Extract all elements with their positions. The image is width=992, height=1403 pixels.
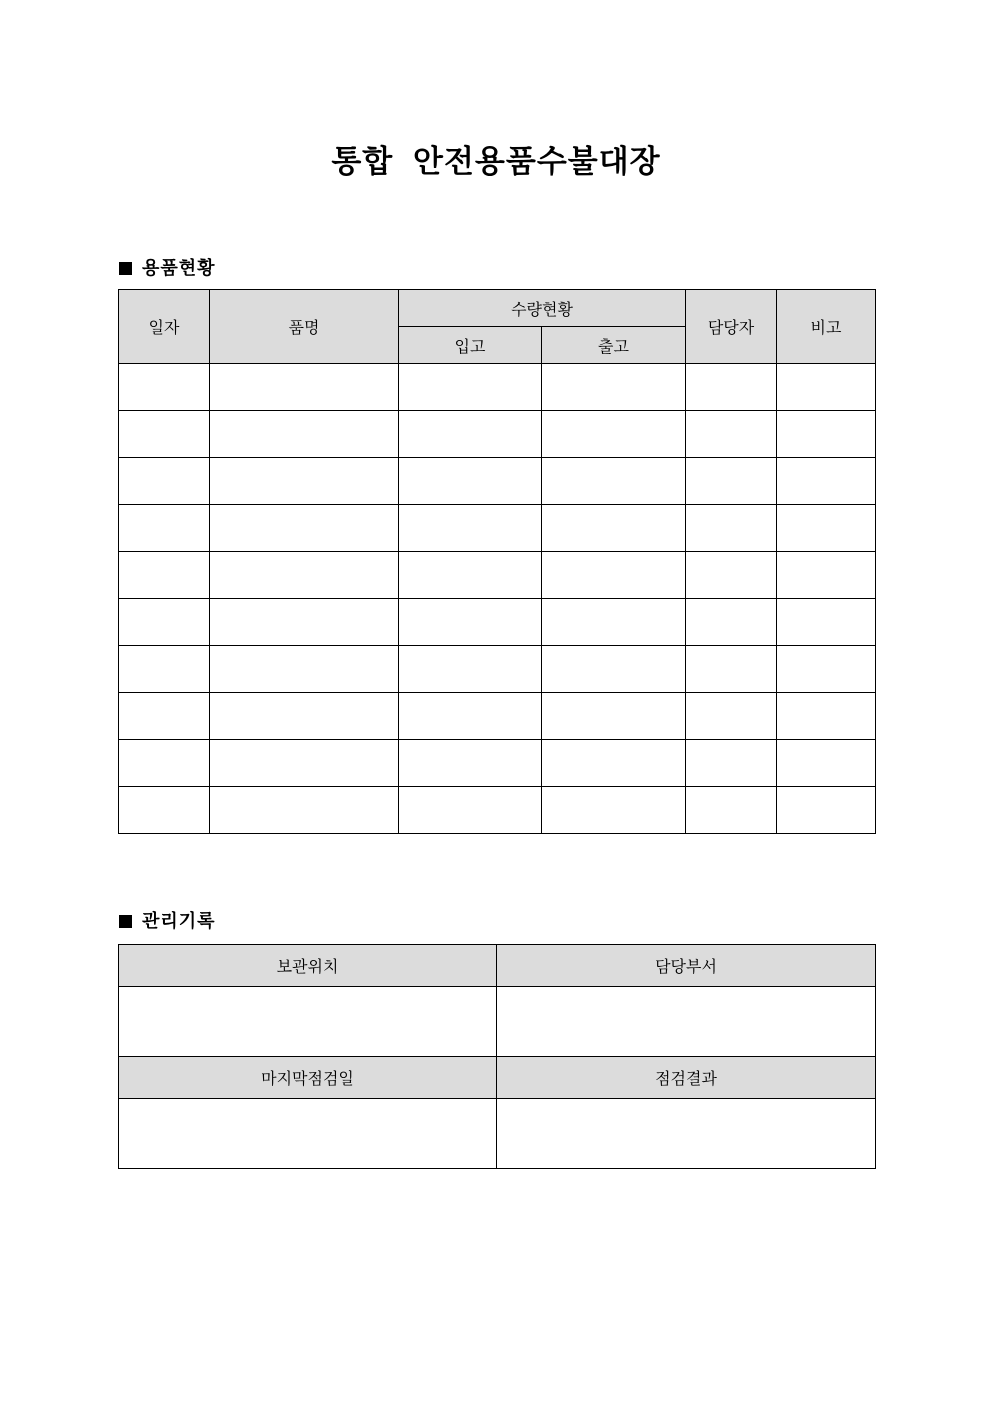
square-bullet-icon bbox=[119, 915, 132, 928]
header-in: 입고 bbox=[399, 327, 542, 364]
item-cell[interactable] bbox=[210, 646, 399, 693]
out-cell[interactable] bbox=[542, 599, 686, 646]
section-title-records-label: 관리기록 bbox=[142, 911, 216, 932]
header-department: 담당부서 bbox=[497, 945, 876, 987]
header-inspection-result: 점검결과 bbox=[497, 1057, 876, 1099]
note-cell[interactable] bbox=[777, 599, 876, 646]
item-cell[interactable] bbox=[210, 458, 399, 505]
out-cell[interactable] bbox=[542, 364, 686, 411]
item-cell[interactable] bbox=[210, 740, 399, 787]
record-header-row bbox=[119, 1057, 876, 1099]
table-row bbox=[119, 693, 876, 740]
note-cell[interactable] bbox=[777, 458, 876, 505]
out-cell[interactable] bbox=[542, 740, 686, 787]
inventory-table bbox=[118, 289, 876, 834]
out-cell[interactable] bbox=[542, 458, 686, 505]
manager-cell[interactable] bbox=[686, 740, 777, 787]
header-quantity: 수량현황 bbox=[399, 290, 686, 327]
note-cell[interactable] bbox=[777, 740, 876, 787]
table-row bbox=[119, 787, 876, 834]
in-cell[interactable] bbox=[399, 552, 542, 599]
last-inspection-cell[interactable] bbox=[119, 1099, 497, 1169]
item-cell[interactable] bbox=[210, 552, 399, 599]
date-cell[interactable] bbox=[119, 505, 210, 552]
item-cell[interactable] bbox=[210, 787, 399, 834]
header-note: 비고 bbox=[777, 290, 876, 364]
out-cell[interactable] bbox=[542, 693, 686, 740]
storage-location-cell[interactable] bbox=[119, 987, 497, 1057]
table-row bbox=[119, 505, 876, 552]
item-cell[interactable] bbox=[210, 364, 399, 411]
header-storage-location: 보관위치 bbox=[119, 945, 497, 987]
department-cell[interactable] bbox=[497, 987, 876, 1057]
inventory-body bbox=[119, 364, 876, 834]
table-row bbox=[119, 740, 876, 787]
document-title: 통합 안전용품수불대장 bbox=[331, 144, 661, 180]
record-data-row bbox=[119, 1099, 876, 1169]
manager-cell[interactable] bbox=[686, 411, 777, 458]
date-cell[interactable] bbox=[119, 693, 210, 740]
header-last-inspection: 마지막점검일 bbox=[119, 1057, 497, 1099]
note-cell[interactable] bbox=[777, 552, 876, 599]
item-cell[interactable] bbox=[210, 411, 399, 458]
note-cell[interactable] bbox=[777, 693, 876, 740]
manager-cell[interactable] bbox=[686, 787, 777, 834]
in-cell[interactable] bbox=[399, 458, 542, 505]
in-cell[interactable] bbox=[399, 411, 542, 458]
manager-cell[interactable] bbox=[686, 599, 777, 646]
out-cell[interactable] bbox=[542, 552, 686, 599]
date-cell[interactable] bbox=[119, 740, 210, 787]
in-cell[interactable] bbox=[399, 787, 542, 834]
in-cell[interactable] bbox=[399, 693, 542, 740]
record-table bbox=[118, 944, 876, 1169]
record-header-row bbox=[119, 945, 876, 987]
record-data-row bbox=[119, 987, 876, 1057]
out-cell[interactable] bbox=[542, 411, 686, 458]
note-cell[interactable] bbox=[777, 411, 876, 458]
table-row bbox=[119, 599, 876, 646]
item-cell[interactable] bbox=[210, 599, 399, 646]
header-manager: 담당자 bbox=[686, 290, 777, 364]
date-cell[interactable] bbox=[119, 787, 210, 834]
date-cell[interactable] bbox=[119, 364, 210, 411]
square-bullet-icon bbox=[119, 262, 132, 275]
section-title-inventory bbox=[119, 254, 216, 280]
date-cell[interactable] bbox=[119, 646, 210, 693]
note-cell[interactable] bbox=[777, 787, 876, 834]
table-row bbox=[119, 411, 876, 458]
item-cell[interactable] bbox=[210, 693, 399, 740]
date-cell[interactable] bbox=[119, 599, 210, 646]
out-cell[interactable] bbox=[542, 646, 686, 693]
date-cell[interactable] bbox=[119, 458, 210, 505]
date-cell[interactable] bbox=[119, 411, 210, 458]
header-out: 출고 bbox=[542, 327, 686, 364]
date-cell[interactable] bbox=[119, 552, 210, 599]
header-item: 품명 bbox=[210, 290, 399, 364]
header-date: 일자 bbox=[119, 290, 210, 364]
inspection-result-cell[interactable] bbox=[497, 1099, 876, 1169]
manager-cell[interactable] bbox=[686, 505, 777, 552]
in-cell[interactable] bbox=[399, 740, 542, 787]
section-title-records bbox=[119, 907, 216, 933]
inventory-header-row bbox=[119, 290, 876, 327]
out-cell[interactable] bbox=[542, 787, 686, 834]
section-title-inventory-label: 용품현황 bbox=[142, 258, 216, 279]
manager-cell[interactable] bbox=[686, 646, 777, 693]
manager-cell[interactable] bbox=[686, 364, 777, 411]
manager-cell[interactable] bbox=[686, 693, 777, 740]
manager-cell[interactable] bbox=[686, 458, 777, 505]
table-row bbox=[119, 552, 876, 599]
in-cell[interactable] bbox=[399, 505, 542, 552]
table-row bbox=[119, 364, 876, 411]
in-cell[interactable] bbox=[399, 646, 542, 693]
manager-cell[interactable] bbox=[686, 552, 777, 599]
table-row bbox=[119, 458, 876, 505]
out-cell[interactable] bbox=[542, 505, 686, 552]
in-cell[interactable] bbox=[399, 599, 542, 646]
in-cell[interactable] bbox=[399, 364, 542, 411]
item-cell[interactable] bbox=[210, 505, 399, 552]
note-cell[interactable] bbox=[777, 364, 876, 411]
note-cell[interactable] bbox=[777, 505, 876, 552]
note-cell[interactable] bbox=[777, 646, 876, 693]
table-row bbox=[119, 646, 876, 693]
